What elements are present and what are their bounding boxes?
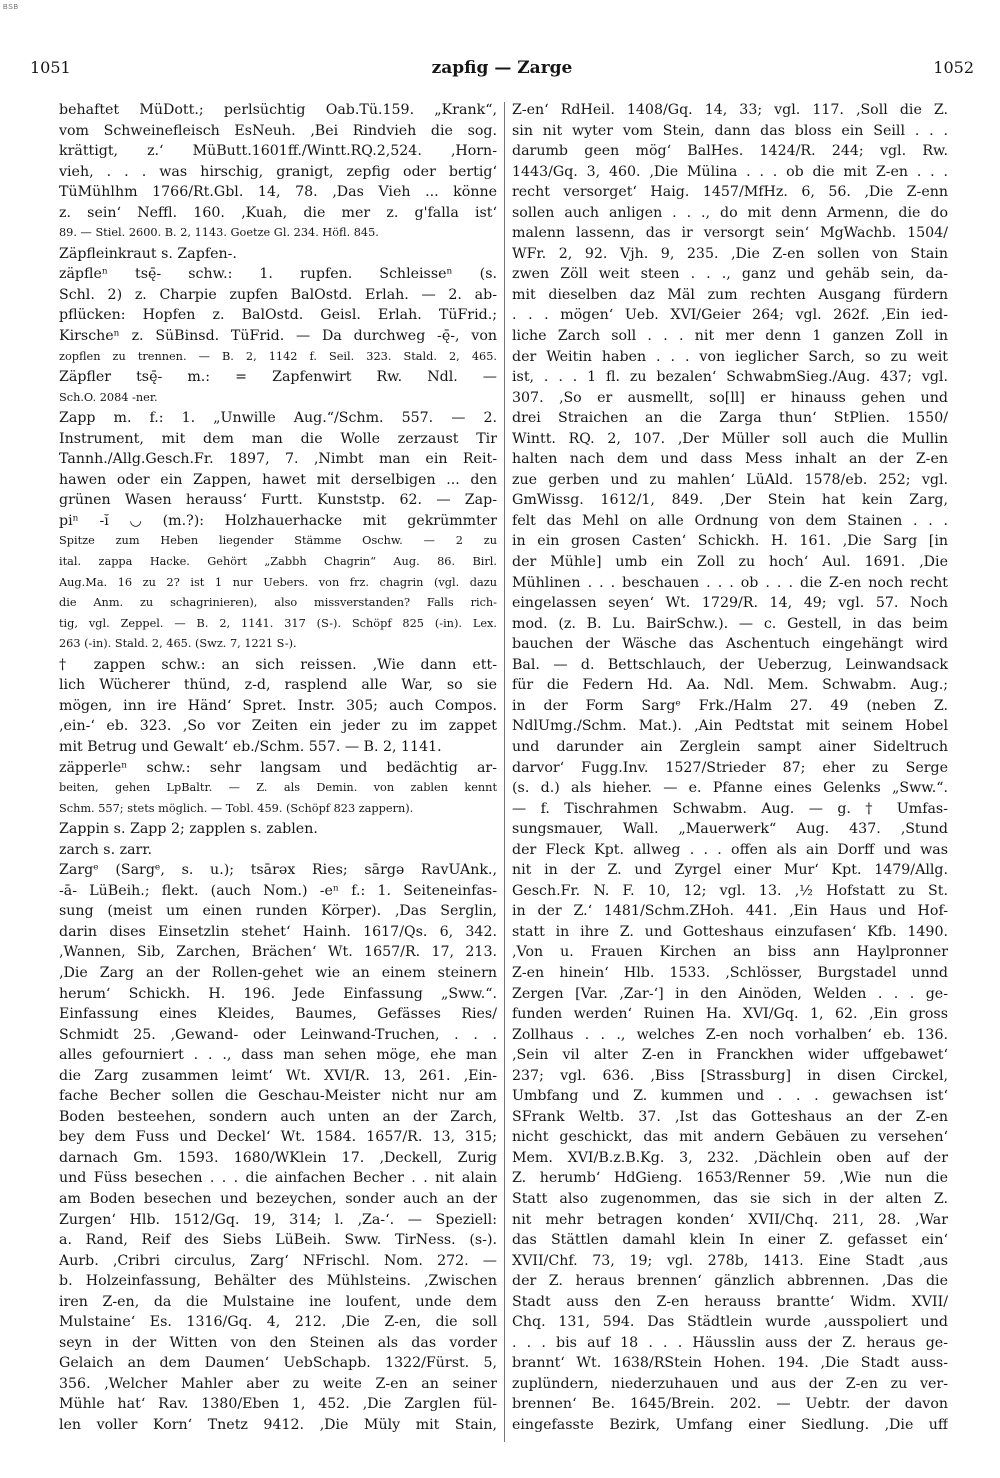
text-line: len voller Korn‘ Tnetz 9412. ‚Die Müly mit Stain, bbox=[59, 1417, 497, 1433]
text-line: zuplündern, niederzuhauen und aus der Z-en zu ver- bbox=[512, 1375, 948, 1392]
text-line: † zappen schw.: an sich reissen. ‚Wie dann ett- bbox=[59, 656, 497, 673]
text-line: zarch s. zarr. bbox=[59, 841, 153, 858]
page-number-right: 1052 bbox=[933, 58, 974, 77]
text-line: Zargᵉ (Sargᵉ, s. u.); tsārəx Ries; sārgə RavUAnk., bbox=[59, 862, 497, 879]
text-line: Schm. 557; stets möglich. — Tobl. 459. (Schöpf 823 zappern). bbox=[59, 801, 414, 815]
text-line: der Weitin haben . . . von ieglicher Sarch, so zu weit bbox=[512, 348, 948, 365]
text-line: der Z. heraus brennen‘ gänzlich abbrennen. ‚Das die bbox=[512, 1273, 948, 1290]
text-line: Einfassung eines Kleides, Baumes, Gefässes Ries/ bbox=[59, 1006, 497, 1023]
text-line: liche Zarch soll . . . nit mer denn 1 ganzen Zoll in bbox=[512, 328, 948, 345]
text-line: Kirscheⁿ z. SüBinsd. TüFrid. — Da durchweg -ę̄-, von bbox=[59, 328, 497, 345]
text-line: Zapp m. f.: 1. „Unwille Aug.“/Schm. 557. — 2. bbox=[59, 410, 497, 427]
text-line: zopflen zu trennen. — B. 2, 1142 f. Seil. 323. Stald. 2, 465. bbox=[59, 349, 497, 363]
text-line: iren Z-en, da die Mulstaine ine loufent, unde dem bbox=[59, 1293, 497, 1310]
text-line: WFr. 2, 92. Vjh. 9, 235. ‚Die Z-en sollen von Stain bbox=[512, 245, 948, 262]
text-line: Zäpfler tsę̄- m.: = Zapfenwirt Rw. Ndl. — bbox=[59, 369, 497, 386]
text-line: a. Rand, Reif des Siebs LüBeih. Sww. TirNess. (s-). bbox=[59, 1232, 497, 1249]
text-line: GmWissg. 1612/1, 849. ‚Der Stein hat kein Zarg, bbox=[512, 492, 948, 509]
running-header bbox=[30, 58, 974, 86]
text-line: pflücken: Hopfen z. BalOstd. Geisl. Erlah. TüFrid.; bbox=[59, 307, 497, 324]
text-line: Z-en‘ RdHeil. 1408/Gq. 14, 33; vgl. 117. ‚Soll die Z. bbox=[512, 102, 948, 118]
text-line: Z-en hinein‘ Hlb. 1533. ‚Schlösser, Burgstadel unnd bbox=[512, 964, 948, 981]
text-line: und Füss besechen . . . die ainfachen Becher . . nit alain bbox=[59, 1170, 497, 1187]
text-line: 89. — Stiel. 2600. B. 2, 1143. Goetze Gl. 234. Höfl. 845. bbox=[59, 226, 379, 240]
text-line: lich Wücherer thünd, z-d, rasplend alle War, so sie bbox=[59, 677, 497, 694]
text-line: malenn lassenn, das ir versorgt sein‘ MgWachb. 1504/ bbox=[512, 225, 948, 242]
right-column bbox=[512, 100, 948, 1436]
text-line: Schmidt 25. ‚Gewand- oder Leinwand-Truchen, . . . bbox=[59, 1026, 497, 1043]
text-line: zwen Zöll weit steen . . ., ganz und gehäb sein, da- bbox=[512, 266, 948, 283]
text-line: sungsmauer, Wall. „Mauerwerk“ Aug. 437. ‚Stund bbox=[512, 821, 948, 838]
text-line: in der Z.‘ 1481/Schm.ZHoh. 441. ‚Ein Haus und Hof- bbox=[512, 903, 948, 920]
text-line: vieh, . . . was hirschig, granigt, zepfig oder bertig‘ bbox=[59, 163, 497, 180]
text-line: recht versorget‘ Haig. 1457/MfHz. 6, 56. ‚Die Z-enn bbox=[512, 184, 948, 201]
text-line: fache Becher sollen die Geschau-Meister nicht nur am bbox=[59, 1088, 497, 1105]
running-headword: zapfig — Zarge bbox=[431, 58, 573, 78]
text-line: SFrank Weltb. 37. ‚Ist das Gotteshaus an der Z-en bbox=[512, 1108, 948, 1125]
text-line: -ā- LüBeih.; flekt. (auch Nom.) -eⁿ f.: 1. Seiteneinfas- bbox=[59, 882, 497, 899]
text-line: Boden besteehen, sondern auch unten an der Zarch, bbox=[59, 1108, 497, 1125]
text-line: der Fleck Kpt. allweg . . . offen als ain Dorff und was bbox=[512, 841, 948, 858]
text-line: mit dieselben daz Mäl zum rechten Ausgang fürdern bbox=[512, 286, 948, 303]
text-line: ‚Von u. Frauen Kirchen an biss ann Haylpronner bbox=[512, 944, 948, 961]
text-line: b. Holzeinfassung, Behälter des Mühlsteins. ‚Zwischen bbox=[59, 1273, 497, 1290]
text-line: Gesch.Fr. N. F. 10, 12; vgl. 13. ‚½ Hofstatt zu St. bbox=[512, 882, 948, 899]
text-line: Aurb. ‚Cribri circulus, Zarg‘ NFrischl. Nom. 272. — bbox=[59, 1252, 497, 1269]
text-line: tig, vgl. Zeppel. — B. 2, 1141. 317 (S-). Schöpf 825 (-in). Lex. bbox=[59, 616, 497, 630]
text-line: sung (meist um einen runden Körper). ‚Das Serglin, bbox=[59, 903, 497, 920]
text-line: 307. ‚So er ausmellt, so[ll] er hinauss gehen und bbox=[512, 389, 948, 406]
text-line: Aug.Ma. 16 zu 2? ist 1 nur Uebers. von frz. chagrin (vgl. dazu bbox=[59, 575, 497, 589]
left-column bbox=[59, 100, 497, 1436]
scan-watermark: BSB bbox=[3, 4, 19, 11]
text-line: Statt also zugenommen, das sie sich in der alten Z. bbox=[512, 1190, 948, 1207]
text-line: Zollhaus . . ., welches Z-en noch vorhalben‘ eb. 136. bbox=[512, 1026, 948, 1043]
text-line: darumb geen mög‘ BalHes. 1424/R. 244; vgl. Rw. bbox=[512, 143, 948, 160]
text-line: Mulstaine‘ Es. 1316/Gq. 4, 212. ‚Die Z-en, die soll bbox=[59, 1314, 497, 1331]
text-line: (s. d.) als hieher. — e. Pfanne eines Gelenks „Sww.“. bbox=[512, 780, 948, 797]
text-line: hawen oder ein Zappen, hawet mit derselbigen ... den bbox=[59, 471, 497, 488]
text-line: seyn in der Witten von den Steinen als das vorder bbox=[59, 1334, 497, 1351]
text-line: ist, . . . 1 fl. zu bezalen‘ SchwabmSieg./Aug. 437; vgl. bbox=[512, 369, 948, 386]
text-line: die Zarg zusammen leimt‘ Wt. XVI/R. 13, 261. ‚Ein- bbox=[59, 1067, 497, 1084]
text-line: Mühle hat‘ Rav. 1380/Eben 1, 452. ‚Die Zarglen fül- bbox=[59, 1396, 497, 1413]
text-line: NdlUmg./Schm. Mat.). ‚Ain Pedtstat mit seinem Hobel bbox=[512, 718, 948, 735]
text-line: piⁿ -ĭ ◡ (m.?): Holzhauerhacke mit gekrümmter bbox=[59, 512, 497, 529]
text-line: Stadt auss den Z-en herauss brantte‘ Widm. XVII/ bbox=[512, 1293, 948, 1310]
text-line: halten nach dem und dass Mess inhalt an der Z-en bbox=[512, 451, 948, 468]
text-line: alles gefourniert . . ., dass man sehen möge, ehe man bbox=[59, 1047, 497, 1064]
text-line: ‚Sein vil alter Z-en in Franckhen wider uffgebawet‘ bbox=[512, 1047, 948, 1064]
text-line: eingefasste Bezirk, Umfang einer Siedlung. ‚Die uff bbox=[512, 1417, 948, 1433]
text-line: drei Straichen an die Zarga thun‘ StPlien. 1550/ bbox=[512, 410, 948, 427]
text-line: darnach Gm. 1593. 1680/WKlein 17. ‚Deckell, Zurig bbox=[59, 1149, 497, 1166]
text-line: Z. herumb‘ HdGieng. 1653/Renner 59. ‚Wie nun die bbox=[512, 1170, 948, 1187]
text-line: bey dem Fuss und Deckel‘ Wt. 1584. 1657/R. 13, 315; bbox=[59, 1129, 497, 1146]
text-line: ‚ein-‘ eb. 323. ‚So vor Zeiten ein jeder zu im zappet bbox=[59, 718, 497, 735]
text-line: statt in ihre Z. und Gotteshaus einzufasen‘ Kfb. 1490. bbox=[512, 923, 948, 940]
text-line: nit in der Z. und Zyrgel einer Mur‘ Kpt. 1479/Allg. bbox=[512, 862, 948, 879]
text-line: brannt‘ Wt. 1638/RStein Hohen. 194. ‚Die Stadt auss- bbox=[512, 1355, 948, 1372]
text-line: der Mühle] umb ein Zoll zu hoch‘ Aul. 1691. ‚Die bbox=[512, 554, 948, 571]
text-line: darin dises Einsetzlin stehet‘ Hainh. 1617/Qs. 6, 342. bbox=[59, 923, 497, 940]
text-line: Mem. XVI/B.z.B.Kg. 3, 232. ‚Dächlein oben auf der bbox=[512, 1149, 948, 1166]
text-line: am Boden besechen und bezeychen, sonder auch an der bbox=[59, 1190, 497, 1207]
text-line: ‚Die Zarg an der Rollen-gehet wie an einem steinern bbox=[59, 964, 497, 981]
text-line: 1443/Gq. 3, 460. ‚Die Mülina . . . ob die mit Z-en . . . bbox=[512, 163, 948, 180]
text-line: vom Schweinefleisch EsNeuh. ‚Bei Rindvieh die sog. bbox=[59, 122, 497, 139]
text-line: 237; vgl. 636. ‚Biss [Strassburg] in disen Circkel, bbox=[512, 1067, 948, 1084]
text-line: mod. (z. B. Lu. BairSchw.). — c. Gestell, in das beim bbox=[512, 615, 948, 632]
text-line: sollen auch anligen . . ., do mit denn Armenn, die do bbox=[512, 204, 948, 221]
text-line: sin nit wyter vom Stein, dann das bloss ein Seill . . . bbox=[512, 122, 948, 139]
text-line: Zergen [Var. ‚Zar-‘] in den Ainöden, Welden . . . ge- bbox=[512, 985, 948, 1002]
text-line: nit mehr betragen konden‘ XVII/Chq. 211, 28. ‚War bbox=[512, 1211, 948, 1228]
text-line: Schl. 2) z. Charpie zupfen BalOstd. Erlah. — 2. ab- bbox=[59, 286, 497, 303]
text-line: mögen, inn ire Händ‘ Spret. Instr. 305; auch Compos. bbox=[59, 697, 497, 714]
text-line: das Stättlen damahl klein In einer Z. gefasset ein‘ bbox=[512, 1232, 948, 1249]
text-line: felt das Mehl on alle Ordnung von dem Stainen . . . bbox=[512, 512, 948, 529]
text-line: Chq. 131, 594. Das Städtlein wurde ‚ausspoliert und bbox=[512, 1314, 948, 1331]
text-line: zäpperleⁿ schw.: sehr langsam und bedächtig ar- bbox=[59, 759, 497, 776]
text-line: Umbfang und Z. kummen und . . . gewachsen ist‘ bbox=[512, 1088, 948, 1105]
text-line: nicht geschickt, das mit andern Gebäuen zu versehen‘ bbox=[512, 1129, 948, 1146]
text-line: . . . bis auf 18 . . . Häusslin auss der Z. heraus ge- bbox=[512, 1334, 948, 1351]
text-line: beiten, gehen LpBaltr. — Z. als Demin. von zablen kennt bbox=[59, 781, 497, 795]
text-line: in ein grosen Casten‘ Schickh. H. 161. ‚Die Sarg [in bbox=[512, 533, 948, 550]
text-line: TüMühlhm 1766/Rt.Gbl. 14, 78. ‚Das Vieh ... könne bbox=[59, 184, 497, 201]
text-line: zue gerben und zu mahlen‘ LüAld. 1578/eb. 252; vgl. bbox=[512, 471, 948, 488]
text-line: Sch.O. 2084 -ner. bbox=[59, 390, 158, 404]
text-line: . . . mögen‘ Ueb. XVI/Geier 264; vgl. 262f. ‚Ein ied- bbox=[512, 307, 948, 324]
text-line: Instrument, mit dem man die Wolle zerzaust Tir bbox=[59, 430, 497, 447]
text-line: bauchen der Wäsche das Aschentuch eingehängt wird bbox=[512, 636, 948, 653]
text-line: Tannh./Allg.Gesch.Fr. 1897, 7. ‚Nimbt man ein Reit- bbox=[59, 451, 497, 468]
text-line: Zappin s. Zapp 2; zapplen s. zablen. bbox=[59, 821, 318, 838]
text-line: Gelaich an dem Daumen‘ UebSchapb. 1322/Fürst. 5, bbox=[59, 1355, 497, 1372]
text-line: z. sein‘ Neffl. 160. ‚Kuah, die mer z. g'falla ist‘ bbox=[59, 204, 497, 221]
text-line: funden werden‘ Ruinen Ha. XVI/Gq. 1, 62. ‚Ein gross bbox=[512, 1006, 948, 1023]
text-line: für die Federn Hd. Aa. Ndl. Mem. Schwabm. Aug.; bbox=[512, 677, 948, 694]
text-line: — f. Tischrahmen Schwabm. Aug. — g. † Umfas- bbox=[512, 800, 948, 817]
text-line: ital. zappa Hacke. Gehört „Zabbh Chagrin“ Aug. 86. Birl. bbox=[59, 555, 497, 569]
text-line: zäpfleⁿ tsę̄- schw.: 1. rupfen. Schleisseⁿ (s. bbox=[59, 266, 497, 283]
text-line: grünen Wasen herauss‘ Furtt. Kunststp. 62. — Zap- bbox=[59, 492, 497, 509]
text-line: und darunder ain Zerglein sampt ainer Sideltruch bbox=[512, 738, 948, 755]
text-line: in der Form Sargᵉ Frk./Halm 27. 49 (neben Z. bbox=[512, 697, 948, 714]
text-line: Mühlinen . . . beschauen . . . ob . . . die Z-en noch recht bbox=[512, 574, 948, 591]
text-line: Zäpfleinkraut s. Zapfen-. bbox=[59, 245, 237, 262]
text-line: behaftet MüDott.; perlsüchtig Oab.Tü.159. „Krank“, bbox=[59, 102, 497, 118]
text-line: ‚Wannen, Sib, Zarchen, Brächen‘ Wt. 1657/R. 17, 213. bbox=[59, 944, 497, 961]
text-line: die Anm. zu schagrinieren), also missverstanden? Falls rich- bbox=[59, 596, 497, 610]
text-line: 356. ‚Welcher Mahler aber zu weite Z-en an seiner bbox=[59, 1375, 497, 1392]
text-line: mit Betrug und Gewalt‘ eb./Schm. 557. — B. 2, 1141. bbox=[59, 738, 442, 755]
text-line: Zurgen‘ Hlb. 1512/Gq. 19, 314; l. ‚Za-‘. — Speziell: bbox=[59, 1211, 497, 1228]
page-number-left: 1051 bbox=[30, 58, 71, 77]
text-line: 263 (-in). Stald. 2, 465. (Swz. 7, 1221 S-). bbox=[59, 637, 297, 651]
text-line: brennen‘ Be. 1645/Brein. 202. — Uebtr. der davon bbox=[512, 1396, 948, 1413]
text-line: krättigt, z.‘ MüButt.1601ff./Wintt.RQ.2,524. ‚Horn- bbox=[59, 143, 497, 160]
text-line: herum‘ Schickh. H. 196. Jede Einfassung „Sww.“. bbox=[59, 985, 497, 1002]
text-line: eingelassen seyen‘ Wt. 1729/R. 14, 49; vgl. 57. Noch bbox=[512, 595, 948, 612]
text-line: XVII/Chf. 73, 19; vgl. 278b, 1413. Eine Stadt ‚aus bbox=[512, 1252, 948, 1269]
text-line: Bal. — d. Bettschlauch, der Ueberzug, Leinwandsack bbox=[512, 656, 948, 673]
column-divider bbox=[504, 102, 505, 1442]
text-line: Spitze zum Heben liegender Stämme Oschw. — 2 zu bbox=[59, 534, 497, 548]
text-line: darvor‘ Fugg.Inv. 1527/Strieder 87; eher zu Serge bbox=[512, 759, 948, 776]
text-line: Wintt. RQ. 2, 107. ‚Der Müller soll auch die Mullin bbox=[512, 430, 948, 447]
